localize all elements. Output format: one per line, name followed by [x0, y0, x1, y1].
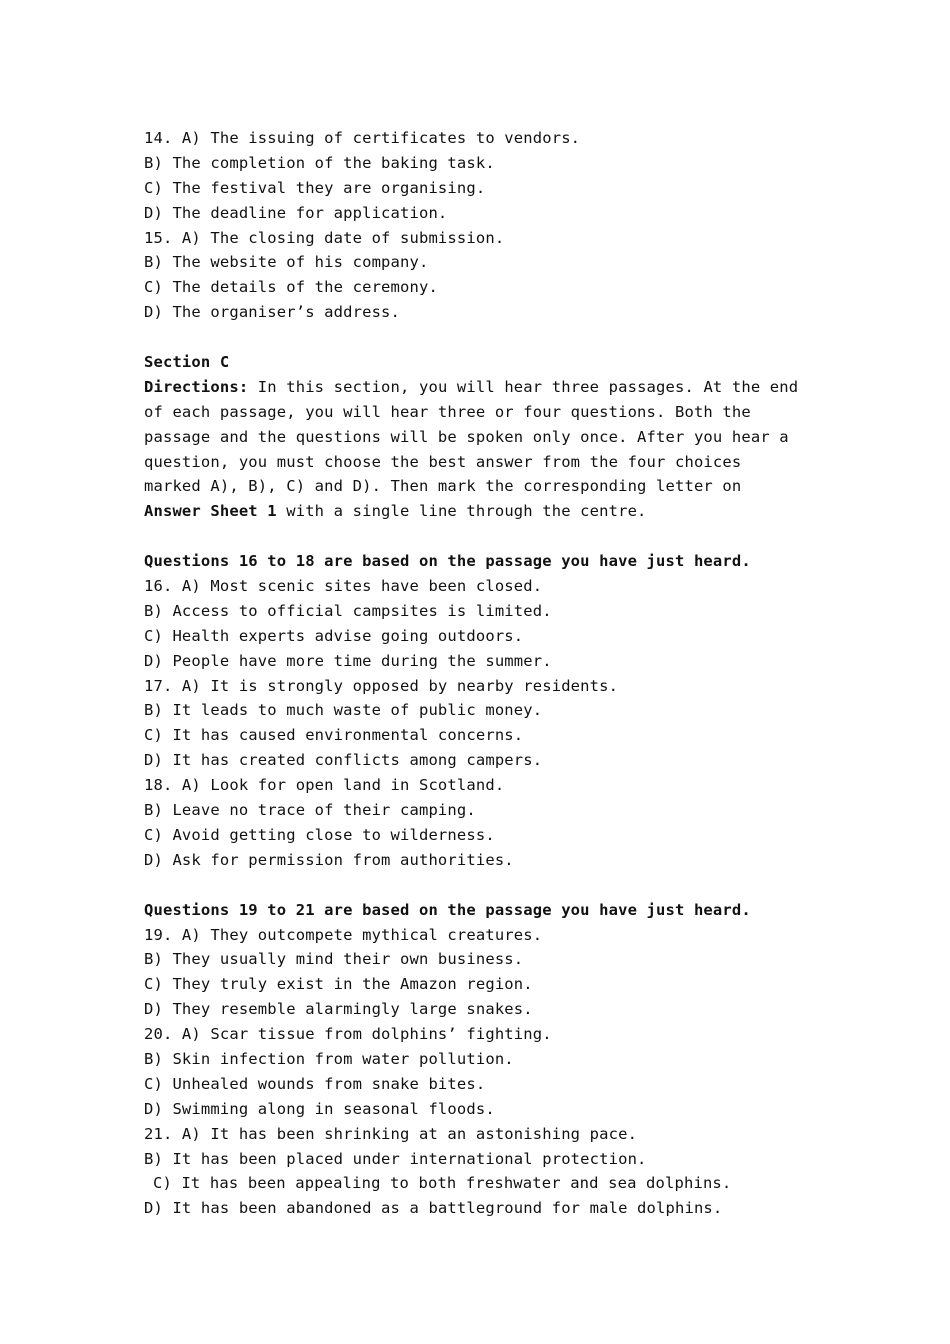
q19-option-b: B) They usually mind their own business.	[144, 950, 524, 969]
q18-option-a: 18. A) Look for open land in Scotland.	[144, 776, 505, 795]
q16-option-b: B) Access to official campsites is limited.	[144, 601, 552, 620]
q21-option-a: 21. A) It has been shrinking at an astonishing pace.	[144, 1124, 638, 1143]
section-c-title: Section C	[144, 353, 230, 372]
q20-option-b: B) Skin infection from water pollution.	[144, 1049, 514, 1068]
q15-option-c: C) The details of the ceremony.	[144, 278, 438, 297]
directions-text-1: In this section, you will hear three passages. At the end	[248, 377, 799, 396]
q16-option-a: 16. A) Most scenic sites have been closed.	[144, 577, 543, 596]
spacer	[144, 325, 814, 350]
q19-option-c: C) They truly exist in the Amazon region.	[144, 975, 533, 994]
q21-option-d: D) It has been abandoned as a battleground for male dolphins.	[144, 1199, 723, 1218]
q15-option-a: 15. A) The closing date of submission.	[144, 228, 505, 247]
passage-two-heading: Questions 19 to 21 are based on the passage you have just heard.	[144, 900, 751, 919]
directions-line-4: question, you must choose the best answer from the four choices	[144, 452, 742, 471]
q20-option-d: D) Swimming along in seasonal floods.	[144, 1099, 495, 1118]
q14-option-a: 14. A) The issuing of certificates to vendors.	[144, 129, 581, 147]
directions-tail: with a single line through the centre.	[276, 502, 647, 521]
spacer	[144, 524, 814, 549]
q14-option-b: B) The completion of the baking task.	[144, 153, 495, 172]
answer-sheet-label: Answer Sheet 1	[144, 502, 277, 521]
q18-option-b: B) Leave no trace of their camping.	[144, 801, 476, 820]
q21-option-c: C) It has been appealing to both freshwater and sea dolphins.	[153, 1174, 732, 1193]
q17-option-a: 17. A) It is strongly opposed by nearby residents.	[144, 676, 619, 695]
directions-line-6	[144, 499, 814, 524]
q21-option-b: B) It has been placed under international protection.	[144, 1149, 647, 1168]
q18-option-d: D) Ask for permission from authorities.	[144, 850, 514, 869]
q15-option-d: D) The organiser’s address.	[144, 303, 401, 322]
q16-option-c: C) Health experts advise going outdoors.	[144, 626, 524, 645]
q17-option-b: B) It leads to much waste of public money.	[144, 701, 543, 720]
q18-option-c: C) Avoid getting close to wilderness.	[144, 825, 495, 844]
q15-option-b: B) The website of his company.	[144, 253, 429, 272]
q17-option-d: D) It has created conflicts among campers.	[144, 751, 543, 770]
q19-option-d: D) They resemble alarmingly large snakes.	[144, 1000, 533, 1019]
spacer	[144, 873, 814, 898]
q19-option-a: 19. A) They outcompete mythical creatures.	[144, 925, 543, 944]
q20-option-c: C) Unhealed wounds from snake bites.	[144, 1074, 486, 1093]
directions-label: Directions:	[144, 377, 249, 396]
q14-option-c: C) The festival they are organising.	[144, 178, 486, 197]
q14-option-d: D) The deadline for application.	[144, 203, 448, 222]
exam-page	[144, 126, 814, 1221]
q20-option-a: 20. A) Scar tissue from dolphins’ fighting.	[144, 1025, 552, 1044]
directions-line-3: passage and the questions will be spoken only once. After you hear a	[144, 427, 789, 446]
directions-line-2: of each passage, you will hear three or four questions. Both the	[144, 402, 751, 421]
q17-option-c: C) It has caused environmental concerns.	[144, 726, 524, 745]
directions-line-1	[144, 375, 814, 400]
directions-line-5: marked A), B), C) and D). Then mark the corresponding letter on	[144, 477, 742, 496]
passage-one-heading: Questions 16 to 18 are based on the passage you have just heard.	[144, 552, 751, 571]
q16-option-d: D) People have more time during the summer.	[144, 651, 552, 670]
